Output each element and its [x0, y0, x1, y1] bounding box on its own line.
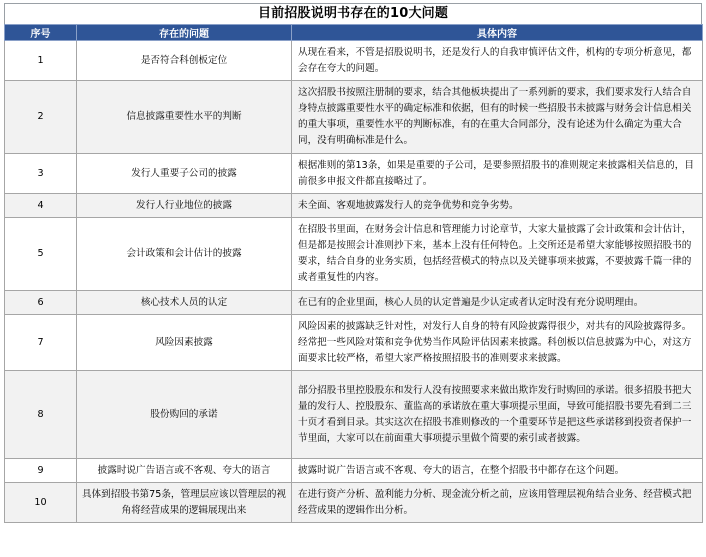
row-detail: 披露时说广告语言或不客观、夸大的语言，在整个招股书中都存在这个问题。: [292, 459, 703, 483]
row-detail: 根据准则的第13条，如果是重要的子公司，是要参照招股书的准则规定来披露相关信息的，目前很多申报文件都直接略过了。: [292, 154, 703, 194]
row-issue: 风险因素披露: [77, 315, 292, 371]
row-detail: 风险因素的披露缺乏针对性，对发行人自身的特有风险披露得很少，对共有的风险披露得多。经常把一些风险对策和竞争优势当作风险评估因素来披露。科创板以信息披露为中心，对这方面要求比较严格，希望大家严格按照招股书的准则要求来披露。: [292, 315, 703, 371]
row-no: 2: [5, 81, 77, 154]
row-no: 9: [5, 459, 77, 483]
table-row: [5, 81, 703, 154]
row-issue: 是否符合科创板定位: [77, 41, 292, 81]
table-row: [5, 459, 703, 483]
table-row: [5, 483, 703, 523]
header-detail: 具体内容: [292, 25, 703, 41]
row-issue: 核心技术人员的认定: [77, 291, 292, 315]
header-row: [5, 25, 703, 41]
row-issue: 披露时说广告语言或不客观、夸大的语言: [77, 459, 292, 483]
row-issue: 具体到招股书第75条，管理层应该以管理层的视角将经营成果的逻辑展现出来: [77, 483, 292, 523]
row-detail: 未全面、客观地披露发行人的竞争优势和竞争劣势。: [292, 194, 703, 218]
table-row: [5, 371, 703, 459]
row-detail: 部分招股书里控股股东和发行人没有按照要求来做出欺诈发行时购回的承诺。很多招股书把大量的发行人、控股股东、董监高的承诺放在重大事项提示里面，导致可能招股书要先看到二三十页才看到目录。其实这次在招股书准则修改的一个重要环节是把这些承诺移到投资者保护一节里面，大家可以在前面重大事项提示里做个简要的索引或者披露。: [292, 371, 703, 459]
table-row: [5, 41, 703, 81]
row-no: 8: [5, 371, 77, 459]
table-row: [5, 218, 703, 291]
row-issue: 发行人行业地位的披露: [77, 194, 292, 218]
row-no: 1: [5, 41, 77, 81]
row-issue: 发行人重要子公司的披露: [77, 154, 292, 194]
row-detail: 这次招股书按照注册制的要求，结合其他板块提出了一系列新的要求，我们要求发行人结合自身特点披露重要性水平的确定标准和依据，但有的时候一些招股书未披露与财务会计信息相关的重大事项，重要性水平的判断标准，有的在重大合同部分，没有论述为什么确定为重大合同，没有明确标准是什么。: [292, 81, 703, 154]
row-no: 3: [5, 154, 77, 194]
table-title: 目前招股说明书存在的10大问题: [4, 3, 702, 24]
row-issue: 会计政策和会计估计的披露: [77, 218, 292, 291]
table-row: [5, 315, 703, 371]
table-row: [5, 154, 703, 194]
row-no: 6: [5, 291, 77, 315]
row-no: 10: [5, 483, 77, 523]
row-no: 4: [5, 194, 77, 218]
row-no: 7: [5, 315, 77, 371]
row-no: 5: [5, 218, 77, 291]
header-no: 序号: [5, 25, 77, 41]
row-issue: 股份购回的承诺: [77, 371, 292, 459]
row-issue: 信息披露重要性水平的判断: [77, 81, 292, 154]
row-detail: 在招股书里面，在财务会计信息和管理能力讨论章节，大家大量披露了会计政策和会计估计，但是都是按照会计准则抄下来，基本上没有任何特色。上交所还是希望大家能够按照招股书的要求，结合自身的业务实质，包括经营模式的特点以及关键事项来披露，不要披露千篇一律的或者重复性的内容。: [292, 218, 703, 291]
header-issue: 存在的问题: [77, 25, 292, 41]
row-detail: 在已有的企业里面，核心人员的认定普遍是少认定或者认定时没有充分说明理由。: [292, 291, 703, 315]
table-row: [5, 194, 703, 218]
row-detail: 在进行资产分析、盈利能力分析、现金流分析之前，应该用管理层视角结合业务、经营模式把经营成果的逻辑作出分析。: [292, 483, 703, 523]
issues-table: [4, 24, 703, 523]
row-detail: 从现在看来，不管是招股说明书，还是发行人的自我审慎评估文件，机构的专项分析意见，都会存在夸大的问题。: [292, 41, 703, 81]
table-row: [5, 291, 703, 315]
